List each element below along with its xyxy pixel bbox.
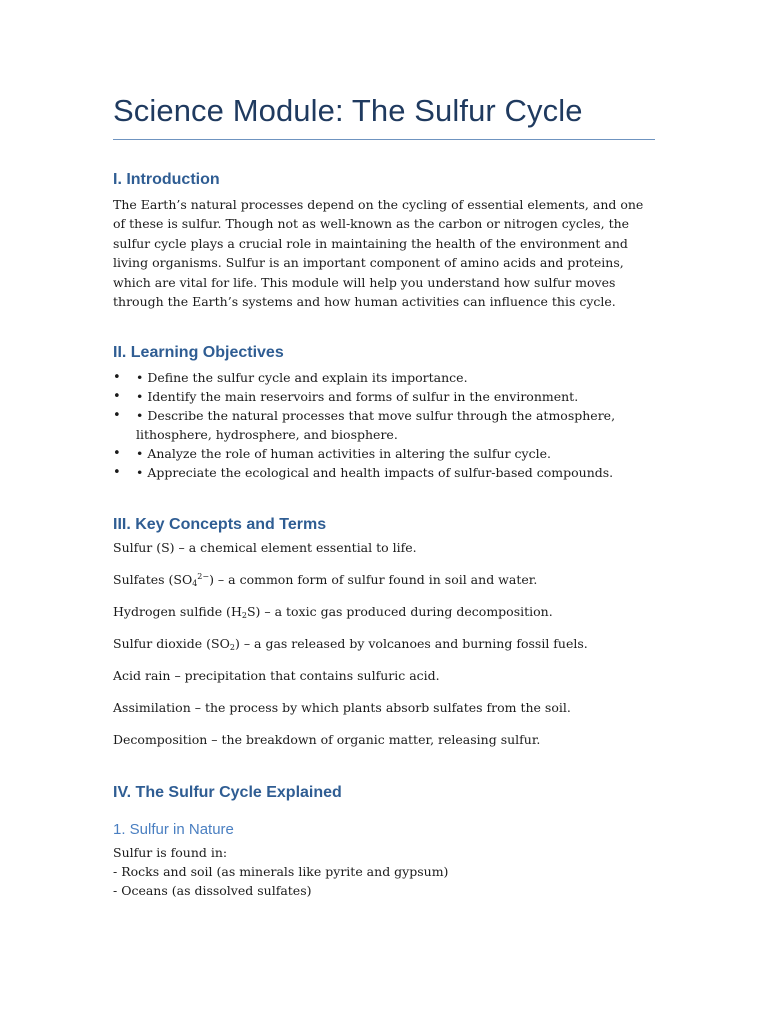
introduction-heading: I. Introduction bbox=[113, 171, 220, 188]
title-divider bbox=[113, 139, 655, 140]
term-sulfur: Sulfur (S) – a chemical element essential to life. bbox=[113, 540, 417, 555]
term-sulfates-superscript: 2− bbox=[197, 572, 210, 581]
term-sulfates-suffix: ) – a common form of sulfur found in soil and water. bbox=[209, 572, 538, 587]
bullet-marker: • bbox=[113, 408, 121, 423]
list-item bbox=[113, 387, 658, 406]
term-so2-suffix: ) – a gas released by volcanoes and burning fossil fuels. bbox=[234, 636, 588, 651]
term-sulfates-prefix: Sulfates (SO bbox=[113, 572, 193, 587]
introduction-paragraph: The Earth’s natural processes depend on the cycling of essential elements, and one of these is sulfur. Though not as well-known as the carbon or nitrogen cycles, the sulfur cycle plays a crucial role in maintaining the health of the environment and living organisms. Sulfur is an important component of amino acids and proteins, which are vital for life. This module will help you understand how sulfur moves through the Earth’s systems and how human activities can influence this cycle. bbox=[113, 197, 644, 310]
list-item bbox=[113, 368, 658, 387]
objectives-list bbox=[113, 368, 658, 482]
objective-text: • Identify the main reservoirs and forms of sulfur in the environment. bbox=[136, 389, 579, 404]
bullet-marker: • bbox=[113, 465, 121, 480]
list-item: - Rocks and soil (as minerals like pyrite and gypsum) bbox=[113, 864, 449, 879]
objective-text: • Appreciate the ecological and health impacts of sulfur-based compounds. bbox=[136, 465, 614, 480]
objective-text: • Define the sulfur cycle and explain its importance. bbox=[136, 370, 468, 385]
bullet-marker: • bbox=[113, 389, 121, 404]
term-h2s-prefix: Hydrogen sulfide (H bbox=[113, 604, 242, 619]
term-acid-rain: Acid rain – precipitation that contains sulfuric acid. bbox=[113, 668, 440, 683]
term-so2-subscript: 2 bbox=[229, 643, 235, 652]
list-item: - Oceans (as dissolved sulfates) bbox=[113, 883, 312, 898]
document-title: Science Module: The Sulfur Cycle bbox=[113, 93, 583, 128]
objective-text: • Analyze the role of human activities in altering the sulfur cycle. bbox=[136, 446, 551, 461]
list-item bbox=[113, 406, 658, 444]
term-assimilation: Assimilation – the process by which plants absorb sulfates from the soil. bbox=[113, 700, 571, 715]
term-so2-prefix: Sulfur dioxide (SO bbox=[113, 636, 230, 651]
term-hydrogen-sulfide bbox=[113, 604, 553, 620]
term-sulfates bbox=[113, 572, 537, 588]
bullet-marker: • bbox=[113, 446, 121, 461]
term-decomposition: Decomposition – the breakdown of organic matter, releasing sulfur. bbox=[113, 732, 541, 747]
key-concepts-heading: III. Key Concepts and Terms bbox=[113, 516, 327, 533]
sulfur-in-nature-heading: 1. Sulfur in Nature bbox=[113, 821, 234, 838]
cycle-explained-heading: IV. The Sulfur Cycle Explained bbox=[113, 784, 342, 801]
term-h2s-subscript: 2 bbox=[241, 611, 247, 620]
list-item bbox=[113, 444, 658, 463]
term-sulfates-subscript: 4 bbox=[192, 579, 198, 588]
objective-text: • Describe the natural processes that move sulfur through the atmosphere, lithosphere, hydrosphere, and biosphere. bbox=[136, 408, 616, 442]
term-h2s-suffix: S) – a toxic gas produced during decomposition. bbox=[246, 604, 553, 619]
bullet-marker: • bbox=[113, 370, 121, 385]
term-sulfur-dioxide bbox=[113, 636, 588, 652]
sulfur-found-in-intro: Sulfur is found in: bbox=[113, 845, 228, 860]
list-item bbox=[113, 463, 658, 482]
objectives-heading: II. Learning Objectives bbox=[113, 344, 284, 361]
